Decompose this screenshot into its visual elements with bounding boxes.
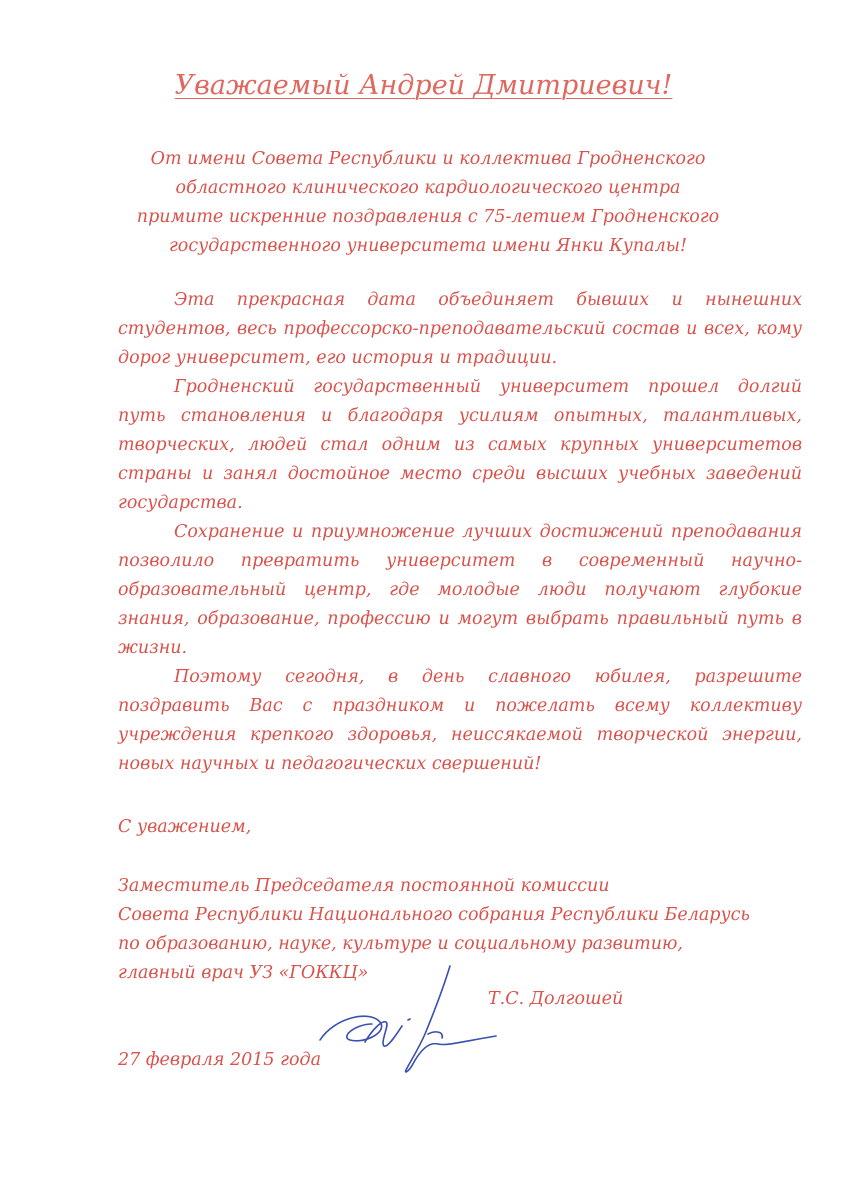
- signer-name: Т.С. Долгошей: [488, 989, 624, 1009]
- intro-paragraph: От имени Совета Республики и коллектива Гродненского областного клинического кардиологического центра примите искренние поздравления с 75-летием Гродненского государственного университета имени Янки Купалы!: [136, 149, 720, 256]
- signer-title-line: по образованию, науке, культуре и социальному развитию,: [118, 934, 683, 954]
- body-paragraph: Сохранение и приумножение лучших достижений преподавания позволило превратить университет в современный научно-образовательный центр, где молодые люди получают глубокие знания, образование, профессию и могут выбрать правильный путь в жизни.: [118, 522, 802, 658]
- signer-title-line: Заместитель Председателя постоянной комиссии: [118, 876, 610, 896]
- signer-title-line: главный врач УЗ «ГОККЦ»: [118, 963, 369, 983]
- closing-phrase: С уважением,: [118, 817, 252, 837]
- salutation: Уважаемый Андрей Дмитриевич!: [174, 70, 673, 101]
- handwritten-signature: [310, 962, 510, 1077]
- letter-date: 27 февраля 2015 года: [118, 1050, 322, 1070]
- signer-title-line: Совета Республики Национального собрания Республики Беларусь: [118, 905, 750, 925]
- body-paragraph: Поэтому сегодня, в день славного юбилея, разрешите поздравить Вас с праздником и пожелать всему коллективу учреждения крепкого здоровья, неиссякаемой творческой энергии, новых научных и педагогических свершений!: [118, 667, 802, 774]
- body-paragraph: Эта прекрасная дата объединяет бывших и нынешних студентов, весь профессорско-преподавательский состав и всех, кому дорог университет, его история и традиции.: [118, 290, 802, 368]
- letter-body: [118, 286, 802, 779]
- body-paragraph: Гродненский государственный университет прошел долгий путь становления и благодаря усилиям опытных, талантливых, творческих, людей стал одним из самых крупных университетов страны и занял достойное место среди высших учебных заведений государства.: [118, 377, 802, 513]
